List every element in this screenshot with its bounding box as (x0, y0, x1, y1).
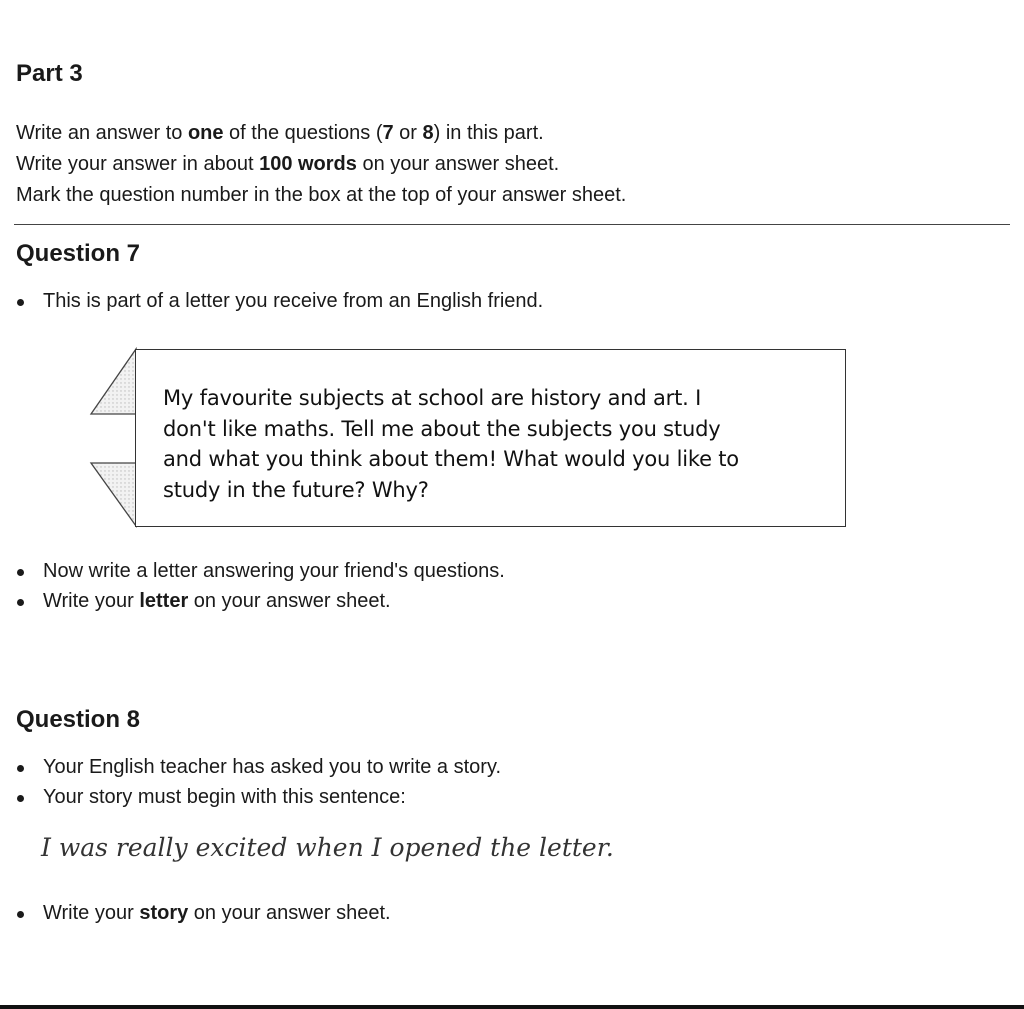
q8-b3-pre: Write your (43, 902, 140, 924)
letter-line: study in the future? Why? (163, 477, 429, 502)
bullet-icon (17, 911, 24, 918)
q8-b3-post: on your answer sheet. (188, 902, 391, 924)
question-7-bullet-2-text (43, 590, 391, 613)
question-8-title: Question 8 (16, 706, 141, 733)
instruction-2-post: on your answer sheet. (356, 153, 560, 175)
part-title: Part 3 (16, 60, 83, 87)
q7-b2-bold: letter (139, 590, 189, 612)
question-7-intro: This is part of a letter you receive from an English friend. (43, 290, 544, 312)
instruction-1-mid2: or (393, 122, 423, 144)
instruction-1-post: ) in this part. (433, 122, 544, 144)
question-8-bullet-2-text: Your story must begin with this sentence: (43, 786, 406, 808)
divider (14, 224, 1010, 225)
question-7-title: Question 7 (16, 240, 141, 267)
instruction-1-mid: of the questions ( (223, 122, 383, 144)
question-8-bullet-1-text: Your English teacher has asked you to write a story. (43, 756, 502, 778)
letter-line: don't like maths. Tell me about the subjects you study (163, 416, 721, 441)
bullet-icon (17, 599, 24, 606)
bullet-icon (17, 569, 24, 576)
question-8-bullet-3-text (43, 902, 391, 925)
bullet-icon (17, 795, 24, 802)
instruction-line-1 (16, 122, 544, 145)
letter-line: My favourite subjects at school are history and art. I (163, 386, 702, 410)
letter-line: and what you think about them! What would you like to (163, 447, 739, 471)
instruction-1-pre: Write an answer to (16, 122, 188, 144)
instruction-1-bold-8: 8 (422, 122, 434, 144)
letter-text (163, 383, 833, 505)
letter-edge-icon (88, 346, 140, 530)
q8-b3-bold: story (139, 902, 189, 924)
instruction-line-3: Mark the question number in the box at the top of your answer sheet. (16, 184, 627, 206)
instruction-2-pre: Write your answer in about (16, 153, 260, 175)
bottom-border (0, 1005, 1024, 1009)
q7-b2-pre: Write your (43, 590, 140, 612)
instruction-2-bold: 100 words (259, 153, 357, 175)
story-opening-sentence: I was really excited when I opened the letter. (41, 833, 614, 862)
bullet-icon (17, 299, 24, 306)
instruction-1-bold-7: 7 (382, 122, 394, 144)
q7-b2-post: on your answer sheet. (188, 590, 391, 612)
bullet-icon (17, 765, 24, 772)
question-7-bullet-1-text: Now write a letter answering your friend's questions. (43, 560, 505, 582)
instruction-line-2 (16, 153, 559, 176)
instruction-1-bold-one: one (187, 122, 224, 144)
